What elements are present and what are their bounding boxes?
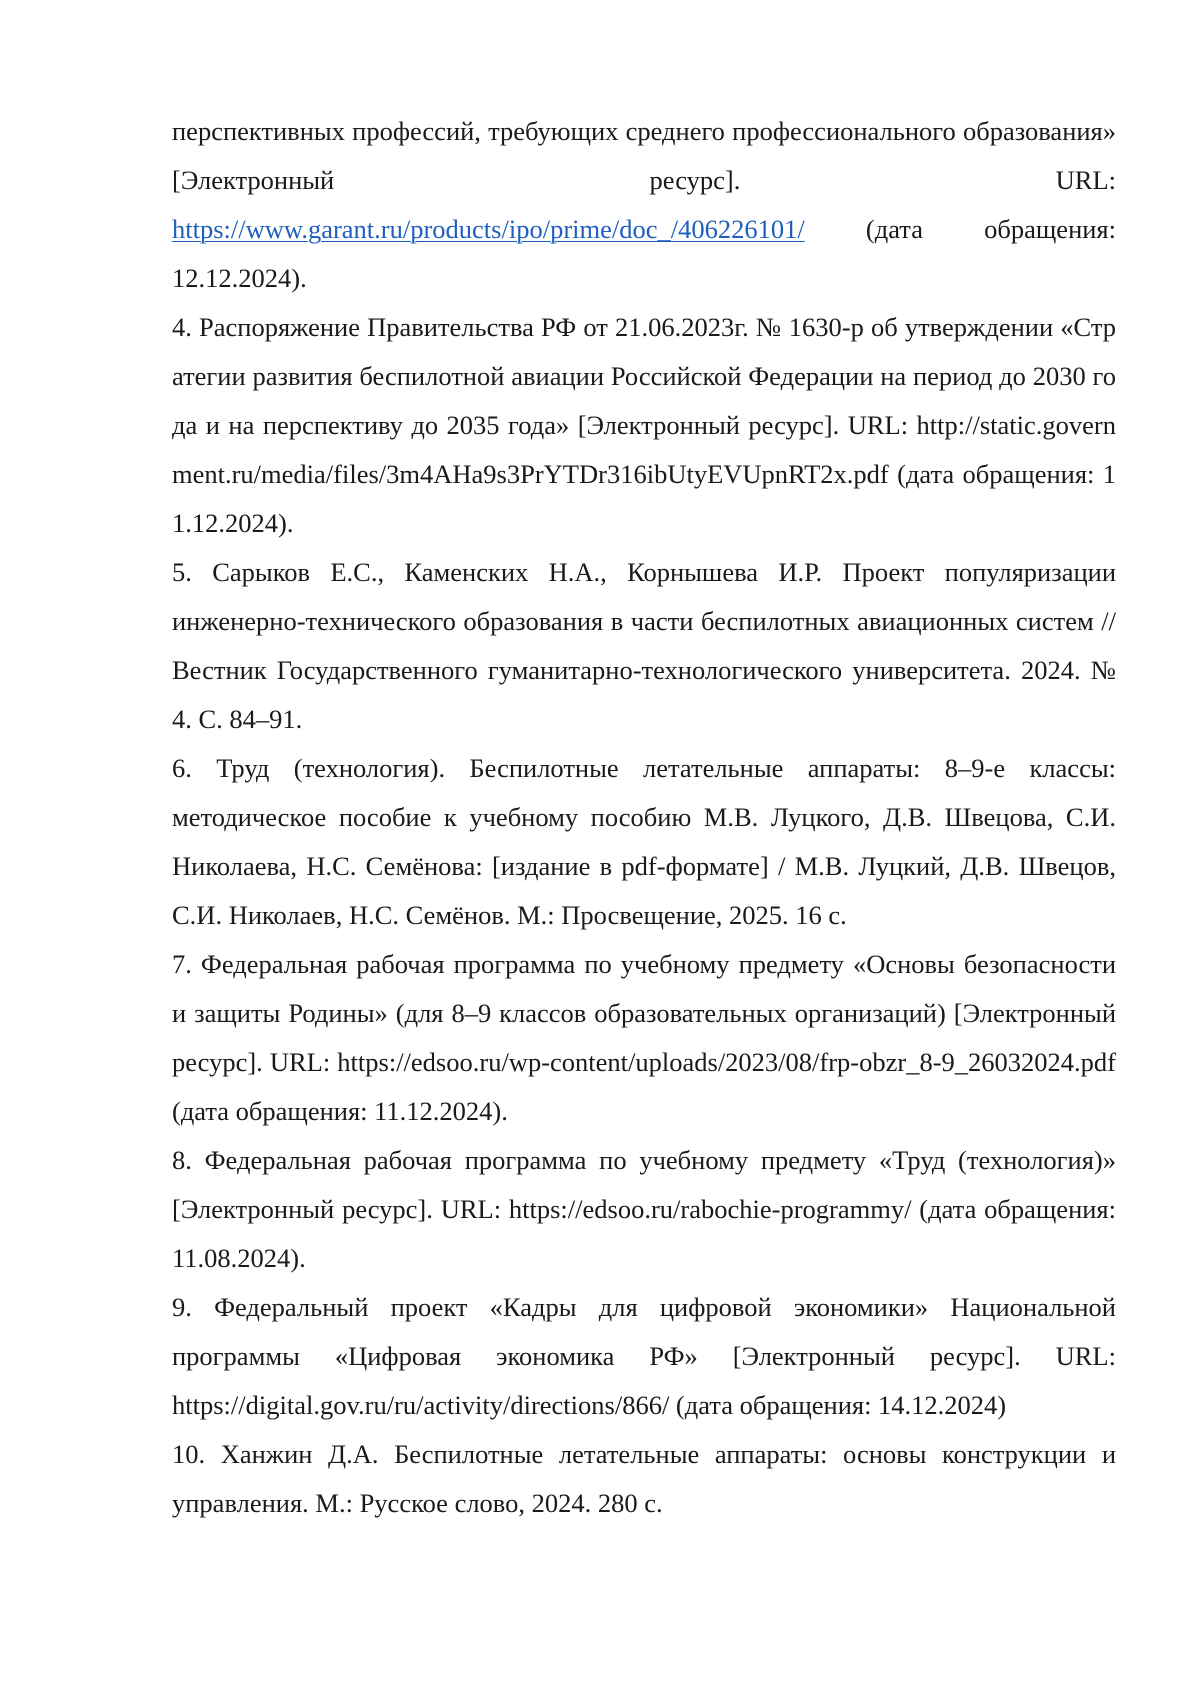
reference-list [172,107,1116,1528]
reference-item-6: 6. Труд (технология). Беспилотные летательные аппараты: 8–9-е классы: методическое пособие к учебному пособию М.В. Луцкого, Д.В. Швецова, С.И. Николаева, Н.С. Семёнова: [издание в pdf-формате] / М.В. Луцкий, Д.В. Швецов, С.И. Николаев, Н.С. Семёнов. М.: Просвещение, 2025. 16 с. [172,744,1116,940]
reference-item-5: 5. Сарыков Е.С., Каменских Н.А., Корнышева И.Р. Проект популяризации инженерно-технического образования в части беспилотных авиационных систем // Вестник Государственного гуманитарно-технологического университета. 2024. № 4. С. 84–91. [172,548,1116,744]
reference-item-9: 9. Федеральный проект «Кадры для цифровой экономики» Национальной программы «Цифровая экономика РФ» [Электронный ресурс]. URL: https://digital.gov.ru/ru/activity/directions/866/ (дата обращения: 14.12.2024) [172,1283,1116,1430]
reference-3-date: (дата обращения: 12.12.2024). [172,214,1116,293]
reference-item-10: 10. Ханжин Д.А. Беспилотные летательные аппараты: основы конструкции и управления. М.: Русское слово, 2024. 280 с. [172,1430,1116,1528]
reference-item-3-continuation [172,107,1116,303]
document-page [0,0,1200,1697]
reference-item-4: 4. Распоряжение Правительства РФ от 21.06.2023г. № 1630-р об утверждении «Стратегии развития беспилотной авиации Российской Федерации на период до 2030 года и на перспективу до 2035 года» [Электронный ресурс]. URL: http://static.government.ru/media/files/3m4AHa9s3PrYTDr316ibUtyEVUpnRT2x.pdf (дата обращения: 11.12.2024). [172,303,1116,548]
reference-3-link[interactable]: https://www.garant.ru/products/ipo/prime/doc_/406226101/ [172,214,805,244]
reference-item-8: 8. Федеральная рабочая программа по учебному предмету «Труд (технология)» [Электронный ресурс]. URL: https://edsoo.ru/rabochie-programmy/ (дата обращения: 11.08.2024). [172,1136,1116,1283]
reference-item-7: 7. Федеральная рабочая программа по учебному предмету «Основы безопасности и защиты Родины» (для 8–9 классов образовательных организаций) [Электронный ресурс]. URL: https://edsoo.ru/wp-content/uploads/2023/08/frp-obzr_8-9_26032024.pdf (дата обращения: 11.12.2024). [172,940,1116,1136]
reference-3-text: перспективных профессий, требующих среднего профессионального образования» [Электронный ресурс]. URL: [172,116,1116,195]
